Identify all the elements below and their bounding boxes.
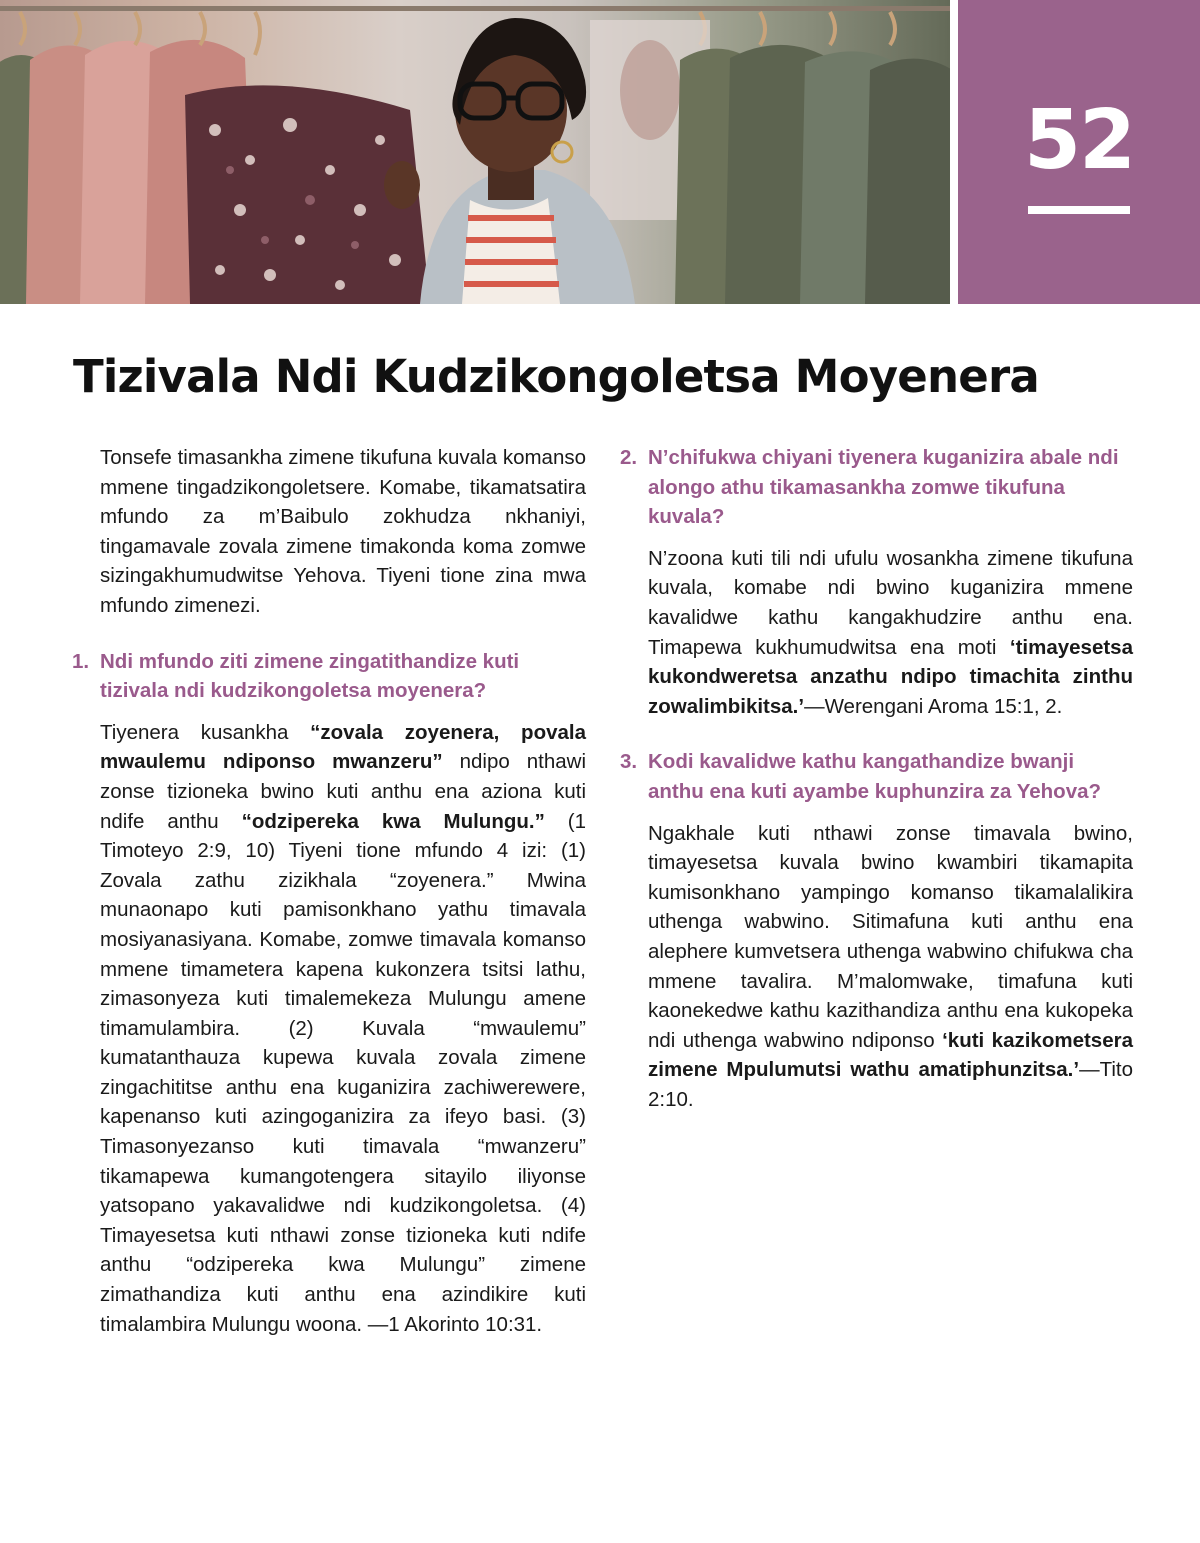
question-3 [620,747,1133,806]
lesson-number-underline [1028,206,1130,214]
answer-text: ndipo nthawi zonse tizioneka bwino kuti anthu ena aziona kuti ndife anthu [100,750,586,833]
question-1 [72,647,586,706]
question-text: Kodi kavalidwe kathu kangathandize bwanji anthu ena kuti ayambe kuphunzira za Yehova? [648,750,1102,803]
answer-bold-quote: “odzipereka kwa Mulungu.” [241,809,545,833]
answer-1 [72,718,586,1339]
lesson-number-box [958,0,1200,304]
question-text: N’chifukwa chiyani tiyenera kuganizira abale ndi alongo athu tikamasankha zomwe tikufuna kuvala? [648,446,1119,529]
left-column [72,443,586,1339]
hero-photo [0,0,950,304]
intro-paragraph: Tonsefe timasankha zimene tikufuna kuvala komanso mmene tingadzikongoletsere. Komabe, tikamatsatira mfundo za m’Baibulo zokhudza nkhaniyi, tingamavale zovala zimene timakonda koma zomwe sizingakhumudwitse Yehova. Tiyeni tione zina mwa mfundo zimenezi. [100,446,586,617]
question-2 [620,443,1133,532]
answer-text: Tiyenera kusankha [100,720,311,744]
answer-bold-quote: “zovala zoyenera, povala mwaulemu ndiponso mwanzeru” [100,720,586,774]
question-number: 2. [620,446,638,469]
clothing-store-illustration [0,0,950,304]
answer-text: N’zoona kuti tili ndi ufulu wosankha zimene tikufuna kuvala, komabe ndi bwino kuganizira mmene kavalidwe kathu kangakhudzire anthu ena. Timapewa kukhumudwitsa ena moti [648,546,1133,659]
question-text: Ndi mfundo ziti zimene zingatithandize kuti tizivala ndi kudzikongoletsa moyenera? [100,649,520,703]
answer-text: —Werengani Aroma 15:1, 2. [804,694,1063,718]
answer-2 [620,544,1133,722]
question-number: 3. [620,750,638,774]
answer-bold-quote: ‘timayesetsa kukondweretsa anzathu ndipo timachita zinthu zowalimbikitsa.’ [648,635,1133,718]
answer-text: —Tito 2:10. [648,1058,1133,1111]
answer-text: (1 Timoteyo 2:9, 10) Tiyeni tione mfundo 4 izi: (1) Zovala zathu zizikhala “zoyenera.” Mwina munaonapo kuti pamisonkhano yathu timavala mosiyanasiyana. Komabe, zomwe timavala komanso mmene timametera kapena kukonzera tsitsi lathu, zimasonyeza kuti timalemekeza Mulungu amene timamulambira. (2) Kuvala “mwaulemu” kumatanthauza kupewa kuvala zovala zimene zingachititse anthu ena kuganizira zachiwerewere, kapenanso kuti azingoganizira za ifeyo basi. (3) Timasonyezanso kuti timavala “mwanzeru” tikamapewa kumangotengera sitayilo iliyonse yatsopano yakavalidwe ndi kudzikongoletsa. (4) Timayesetsa kuti nthawi zonse tizioneka kuti ndife anthu “odzipereka kwa Mulungu” zimene zimathandiza kuti anthu ena azindikire kuti timalambira Mulungu woona. —1 Akorinto 10:31. [100,809,586,1336]
answer-3 [620,819,1133,1115]
answer-bold-quote: ‘kuti kazikometsera zimene Mpulumutsi wathu amatiphunzitsa.’ [648,1028,1133,1082]
lesson-number: 52 [1023,93,1135,188]
question-number: 1. [72,649,90,673]
page-title: Tizivala Ndi Kudzikongoletsa Moyenera [73,350,1039,403]
answer-text: Ngakhale kuti nthawi zonse timavala bwino, timayesetsa kuvala bwino kwambiri tikamapita kumisonkhano yampingo komanso tikamalalikira uthenga wabwino. Sitimafuna kuti anthu ena alephere kumvetsera uthenga wabwino chifukwa cha mmene tavalira. M’malomwake, timafuna kuti kaonekedwe kathu kazithandiza anthu ena kukopeka ndi uthenga wabwino ndiponso [648,821,1133,1052]
right-column [620,443,1133,1114]
